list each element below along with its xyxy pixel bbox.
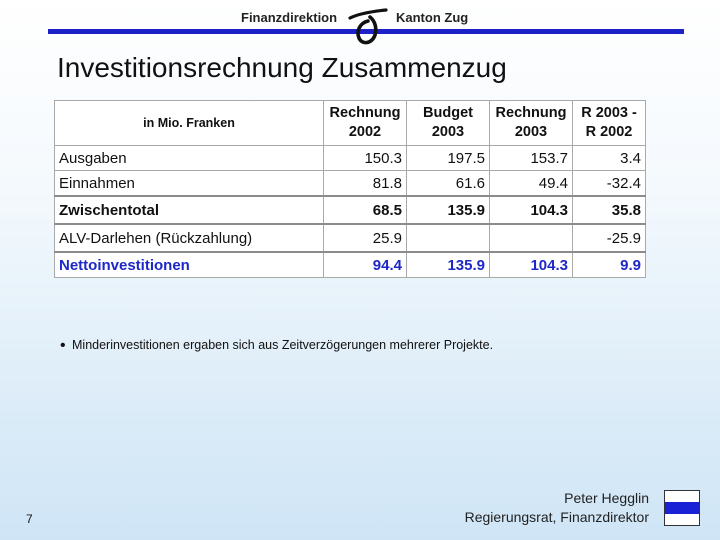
zug-flag-icon	[664, 490, 700, 526]
bullet-item	[60, 337, 493, 355]
page-number: 7	[26, 512, 33, 526]
row-label: Nettoinvestitionen	[55, 252, 324, 278]
bullet-icon: •	[60, 337, 66, 354]
row-label: Einnahmen	[55, 171, 324, 197]
cell: -32.4	[573, 171, 646, 197]
slide-title: Investitionsrechnung Zusammenzug	[57, 52, 507, 83]
signature-role: Regierungsrat, Finanzdirektor	[464, 509, 649, 525]
cell: 81.8	[324, 171, 407, 197]
bullet-text: Minderinvestitionen ergaben sich aus Zeitverzögerungen mehrerer Projekte.	[72, 338, 494, 352]
table-row	[55, 224, 646, 252]
cell: 49.4	[490, 171, 573, 197]
cell: 25.9	[324, 224, 407, 252]
cell: 9.9	[573, 252, 646, 278]
cell: 104.3	[490, 252, 573, 278]
cell: 197.5	[407, 146, 490, 171]
column-header: in Mio. Franken	[55, 101, 324, 146]
column-header: Budget 2003	[407, 101, 490, 146]
cell: 61.6	[407, 171, 490, 197]
cell: 150.3	[324, 146, 407, 171]
header-left-text: Finanzdirektion	[241, 10, 338, 25]
flag-band	[665, 502, 699, 514]
cell	[490, 224, 573, 252]
column-header: Rechnung 2003	[490, 101, 573, 146]
table-row	[55, 196, 646, 224]
header-right-text: Kanton Zug	[396, 10, 469, 25]
investment-table	[54, 100, 646, 278]
cell: 153.7	[490, 146, 573, 171]
row-label: Ausgaben	[55, 146, 324, 171]
column-header: R 2003 - R 2002	[573, 101, 646, 146]
cell: 3.4	[573, 146, 646, 171]
table-header-row	[55, 101, 646, 146]
cell: 94.4	[324, 252, 407, 278]
cell: -25.9	[573, 224, 646, 252]
signature-name: Peter Hegglin	[564, 490, 649, 506]
row-label: ALV-Darlehen (Rückzahlung)	[55, 224, 324, 252]
table-row	[55, 252, 646, 278]
canton-logo-icon	[346, 7, 390, 47]
signature-block	[465, 489, 649, 527]
cell: 35.8	[573, 196, 646, 224]
column-header: Rechnung 2002	[324, 101, 407, 146]
cell: 68.5	[324, 196, 407, 224]
cell: 135.9	[407, 252, 490, 278]
cell: 104.3	[490, 196, 573, 224]
cell: 135.9	[407, 196, 490, 224]
cell	[407, 224, 490, 252]
table-row	[55, 171, 646, 197]
table-row	[55, 146, 646, 171]
row-label: Zwischentotal	[55, 196, 324, 224]
